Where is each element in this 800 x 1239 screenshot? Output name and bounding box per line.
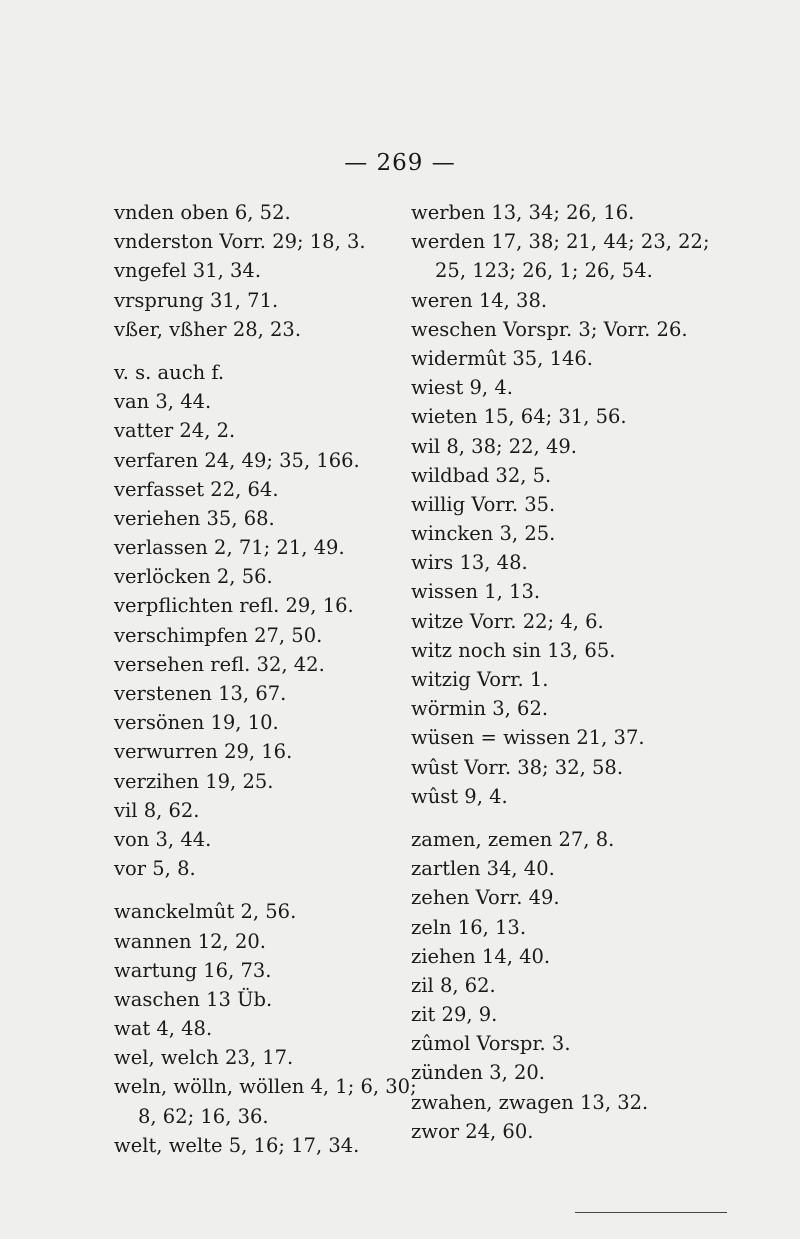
index-entry: verlassen 2, 71; 21, 49.	[114, 536, 345, 560]
index-column-right	[411, 198, 791, 1146]
index-entry: zamen, zemen 27, 8.	[411, 827, 615, 851]
index-entry: wartung 16, 73.	[114, 958, 272, 982]
index-entry: wanckelmût 2, 56.	[114, 900, 297, 924]
index-entry: verzihen 19, 25.	[114, 769, 274, 793]
index-entry: wûst 9, 4.	[411, 784, 508, 808]
index-entry: witzig Vorr. 1.	[411, 668, 549, 691]
index-entry: wildbad 32, 5.	[411, 463, 552, 487]
index-entry: vil 8, 62.	[114, 798, 200, 822]
index-entry: witz noch sin 13, 65.	[411, 638, 616, 662]
index-entry: vrsprung 31, 71.	[114, 288, 279, 312]
index-entry: v. s. auch f.	[114, 360, 225, 384]
index-entry: zwahen, zwagen 13, 32.	[411, 1090, 649, 1114]
index-entry: veriehen 35, 68.	[114, 506, 275, 530]
index-entry: verschimpfen 27, 50.	[114, 623, 323, 647]
index-entry: wincken 3, 25.	[411, 522, 556, 546]
index-entry: verstenen 13, 67.	[114, 682, 287, 705]
index-entry: 8, 62; 16, 36.	[138, 1104, 269, 1128]
index-entry: werben 13, 34; 26, 16.	[411, 201, 635, 224]
index-entry: weren 14, 38.	[411, 288, 548, 312]
index-entry: wieten 15, 64; 31, 56.	[411, 405, 627, 429]
index-column-left	[114, 198, 417, 1160]
index-entry: zûmol Vorspr. 3.	[411, 1032, 571, 1056]
index-entry: vor 5, 8.	[114, 857, 196, 881]
index-entry: verlöcken 2, 56.	[114, 565, 273, 589]
index-entry: wil 8, 38; 22, 49.	[411, 434, 577, 458]
index-entry: wirs 13, 48.	[411, 551, 528, 575]
index-entry: wûst Vorr. 38; 32, 58.	[411, 755, 624, 779]
index-entry: zartlen 34, 40.	[411, 857, 555, 881]
index-entry: verfaren 24, 49; 35, 166.	[114, 448, 360, 472]
index-entry: versehen refl. 32, 42.	[114, 652, 325, 676]
footer-rule	[575, 1212, 727, 1213]
page-number: — 269 —	[344, 150, 456, 176]
index-entry: vßer, vßher 28, 23.	[114, 317, 302, 341]
index-entry: von 3, 44.	[114, 827, 212, 851]
index-entry: 25, 123; 26, 1; 26, 54.	[435, 259, 653, 283]
section-gap	[114, 344, 404, 358]
index-entry: weln, wölln, wöllen 4, 1; 6, 30;	[114, 1075, 417, 1099]
index-entry: vnden oben 6, 52.	[114, 201, 291, 224]
index-entry: widermût 35, 146.	[411, 346, 593, 370]
index-entry: vnderston Vorr. 29; 18, 3.	[114, 230, 366, 254]
index-entry: wat 4, 48.	[114, 1017, 213, 1041]
index-entry: zünden 3, 20.	[411, 1061, 545, 1085]
index-entry: ziehen 14, 40.	[411, 944, 551, 968]
index-entry: witze Vorr. 22; 4, 6.	[411, 609, 604, 633]
index-entry: zil 8, 62.	[411, 973, 496, 997]
index-entry: welt, welte 5, 16; 17, 34.	[114, 1133, 360, 1157]
index-entry: weschen Vorspr. 3; Vorr. 26.	[411, 317, 688, 341]
index-entry: werden 17, 38; 21, 44; 23, 22;	[411, 230, 710, 254]
index-entry: wannen 12, 20.	[114, 929, 266, 953]
index-entry: versönen 19, 10.	[114, 711, 279, 735]
index-entry: van 3, 44.	[114, 390, 212, 414]
index-entry: verpflichten refl. 29, 16.	[114, 594, 354, 618]
index-entry: verwurren 29, 16.	[114, 740, 293, 764]
index-entry: zit 29, 9.	[411, 1003, 498, 1027]
section-gap	[114, 883, 404, 897]
index-entry: wel, welch 23, 17.	[114, 1046, 294, 1070]
index-entry: verfasset 22, 64.	[114, 477, 279, 501]
index-entry: zehen Vorr. 49.	[411, 886, 560, 910]
index-entry: willig Vorr. 35.	[411, 492, 556, 516]
index-entry: zeln 16, 13.	[411, 915, 527, 939]
index-entry: wissen 1, 13.	[411, 580, 541, 604]
index-entry: vatter 24, 2.	[114, 419, 236, 443]
index-entry: wiest 9, 4.	[411, 376, 513, 400]
section-gap	[411, 811, 791, 825]
index-entry: waschen 13 Üb.	[114, 987, 273, 1011]
index-entry: zwor 24, 60.	[411, 1119, 534, 1143]
index-entry: vngefel 31, 34.	[114, 259, 262, 283]
index-entry: wüsen = wissen 21, 37.	[411, 726, 645, 750]
index-entry: wörmin 3, 62.	[411, 697, 549, 721]
